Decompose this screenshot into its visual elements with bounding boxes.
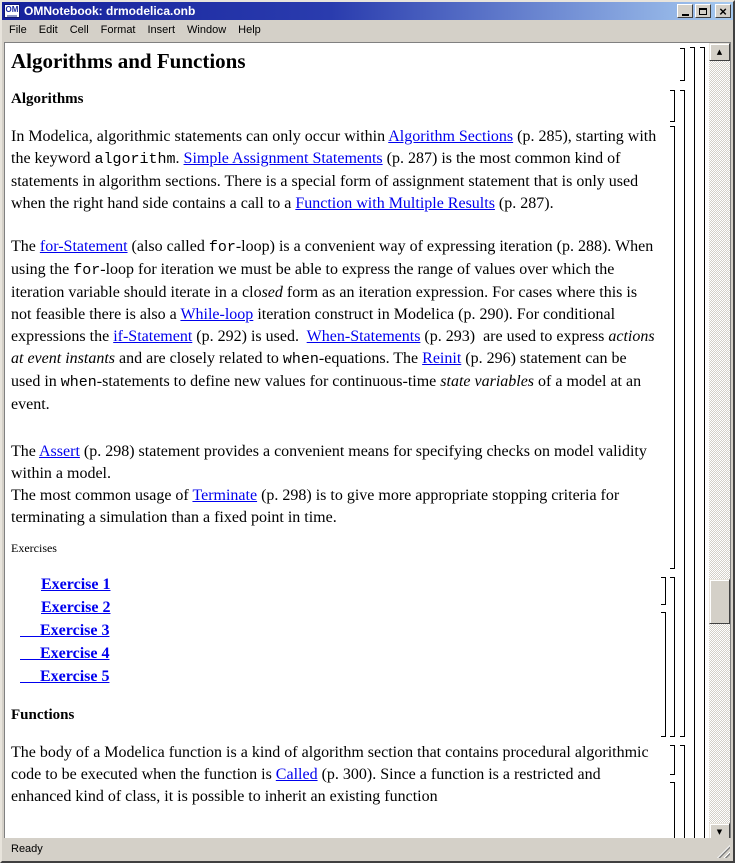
link-label: Exercise 4 [40,645,110,662]
list-item [11,596,659,619]
doc-link[interactable]: Algorithm Sections [388,128,514,145]
text-run: (p. 287). [494,195,554,212]
exercise-link-list [11,573,659,688]
cell-bracket-algorithms-group[interactable] [680,90,685,737]
doc-link[interactable]: Called [275,766,318,783]
exercise-2-link[interactable] [41,599,110,616]
status-text: Ready [11,843,43,855]
menu-edit[interactable]: Edit [38,24,58,36]
scrollbar-thumb[interactable] [709,579,730,624]
doc-link[interactable]: Reinit [422,350,462,367]
menu-insert[interactable]: Insert [147,24,176,36]
text-run: state variables [440,373,535,390]
text-run: The most common usage of [11,487,193,504]
text-run: The [11,443,39,460]
maximize-button[interactable] [695,4,711,18]
exercise-5-link[interactable] [20,668,109,685]
paragraph-algorithms-1 [11,126,659,215]
menu-format[interactable]: Format [100,24,136,36]
text-run: -statements to define new values for continuous-time [96,373,441,390]
doc-link[interactable]: if-Statement [113,328,193,345]
menu-cell[interactable]: Cell [69,24,89,36]
paragraph-algorithms-3 [11,441,659,529]
exercise-1-link[interactable] [41,576,110,593]
notebook-canvas [4,42,731,842]
link-lead [20,668,40,685]
text-run: (p. 300). Since a function is a restricted and enhanced kind of class, it is possible to inherit an existing function [11,766,601,805]
window-controls [677,4,731,18]
text-run: (p. 296) statement can be used in [11,350,627,390]
menu-window[interactable]: Window [187,24,227,36]
text-run: (also called [127,238,209,255]
cell-bracket-exercises-group[interactable] [670,577,675,737]
doc-link[interactable]: Assert [39,443,80,460]
link-lead [20,622,40,639]
text-run: of a model at an event. [11,373,642,413]
cell-bracket-algorithms-heading[interactable] [670,90,675,122]
exercise-4-link[interactable] [20,645,109,662]
minimize-icon [682,14,689,16]
list-item [11,573,659,596]
inline-code: for [208,239,236,256]
doc-link[interactable]: Function with Multiple Results [295,195,495,212]
text-run: In Modelica, algorithmic statements can only occur within [11,128,389,145]
text-run: . [175,150,184,167]
doc-link[interactable]: While-loop [180,306,254,323]
paragraph-functions-1 [11,742,659,808]
text-run: -loop) is a convenient way of expressing iteration (p. 288). When using the [11,238,654,278]
notebook-page [11,43,659,842]
cell-bracket-functions-heading[interactable] [670,745,675,775]
link-label: Exercise 3 [40,622,110,639]
text-run: sed [261,284,283,301]
cell-bracket-functions-group[interactable] [680,745,685,841]
maximize-icon [699,8,707,15]
link-lead [20,645,40,662]
app-icon[interactable] [4,4,20,18]
cell-bracket-title[interactable] [680,48,685,81]
section-heading-functions: Functions [11,707,75,723]
app-icon-strip [7,15,17,17]
text-run: (p. 298) statement provides a convenient means for specifying checks on model validity within a model. [11,443,647,482]
scroll-up-button[interactable] [709,43,730,61]
text-run: The body of a Modelica function is a kind of algorithm section that contains procedural algorithmic code to be executed when the function is [11,744,649,783]
list-item [11,642,659,665]
minimize-button[interactable] [677,4,693,18]
doc-link[interactable]: When-Statements [306,328,421,345]
doc-link[interactable]: Simple Assignment Statements [183,150,383,167]
list-item [11,619,659,642]
text-run: and are closely related to [114,350,283,367]
inline-code: when [60,374,97,391]
doc-title: Algorithms and Functions [11,49,246,73]
list-item [11,665,659,688]
down-arrow-icon: ▼ [716,827,723,836]
text-run: actions at event instants [11,328,655,367]
subsection-heading-exercises: Exercises [11,541,57,555]
exercise-3-link[interactable] [20,622,109,639]
text-run: (p. 285), starting with the keyword [11,128,657,167]
app-icon-text: OM [5,4,19,14]
paragraph-algorithms-2 [11,236,659,416]
titlebar [2,2,733,20]
statusbar [4,838,731,859]
menubar [2,20,733,40]
inline-code: when [282,351,319,368]
window-title: OMNotebook: drmodelica.onb [24,4,196,18]
cell-bracket-algorithms-text[interactable] [670,126,675,569]
inline-code: algorithm [94,151,176,168]
cell-bracket-document-outer[interactable] [700,47,705,841]
link-label: Exercise 5 [40,668,110,685]
inline-code: for [73,262,101,279]
text-run: (p. 298) is to give more appropriate stopping criteria for terminating a simulation than a fixed point in time. [11,487,620,526]
cell-bracket-document-group[interactable] [690,47,695,841]
text-run: form as an iteration expression. For cases where this is not feasible there is also a [11,284,638,323]
doc-link[interactable]: Terminate [192,487,258,504]
text-run: The [11,238,40,255]
text-run: iteration construct in Modelica (p. 290). For conditional expressions the [11,306,616,345]
doc-link[interactable]: for-Statement [39,238,128,255]
text-run: -loop for iteration we must be able to express the range of values over which the iteration variable should iterate in a clo [11,261,615,301]
menu-file[interactable]: File [9,24,27,36]
text-run: (p. 292) is used. [192,328,307,345]
link-label: Exercise 2 [41,599,111,616]
vertical-scrollbar[interactable] [709,43,730,841]
cell-bracket-functions-text[interactable] [670,782,675,841]
close-button[interactable] [715,4,731,18]
close-icon: × [719,3,727,19]
text-run: (p. 287) is the most common kind of statements in algorithm sections. There is a special form of assignment statement that is only used when the right hand side contains a call to a [11,150,639,212]
text-run: (p. 293) are used to express [420,328,609,345]
cell-bracket-exercises-heading[interactable] [661,577,666,605]
menu-help[interactable]: Help [238,24,261,36]
up-arrow-icon: ▲ [716,47,723,56]
resize-grip[interactable] [717,845,730,858]
text-run: -equations. The [318,350,423,367]
cell-bracket-exercise-links[interactable] [661,612,666,737]
link-label: Exercise 1 [41,576,111,593]
section-heading-algorithms: Algorithms [11,91,84,107]
